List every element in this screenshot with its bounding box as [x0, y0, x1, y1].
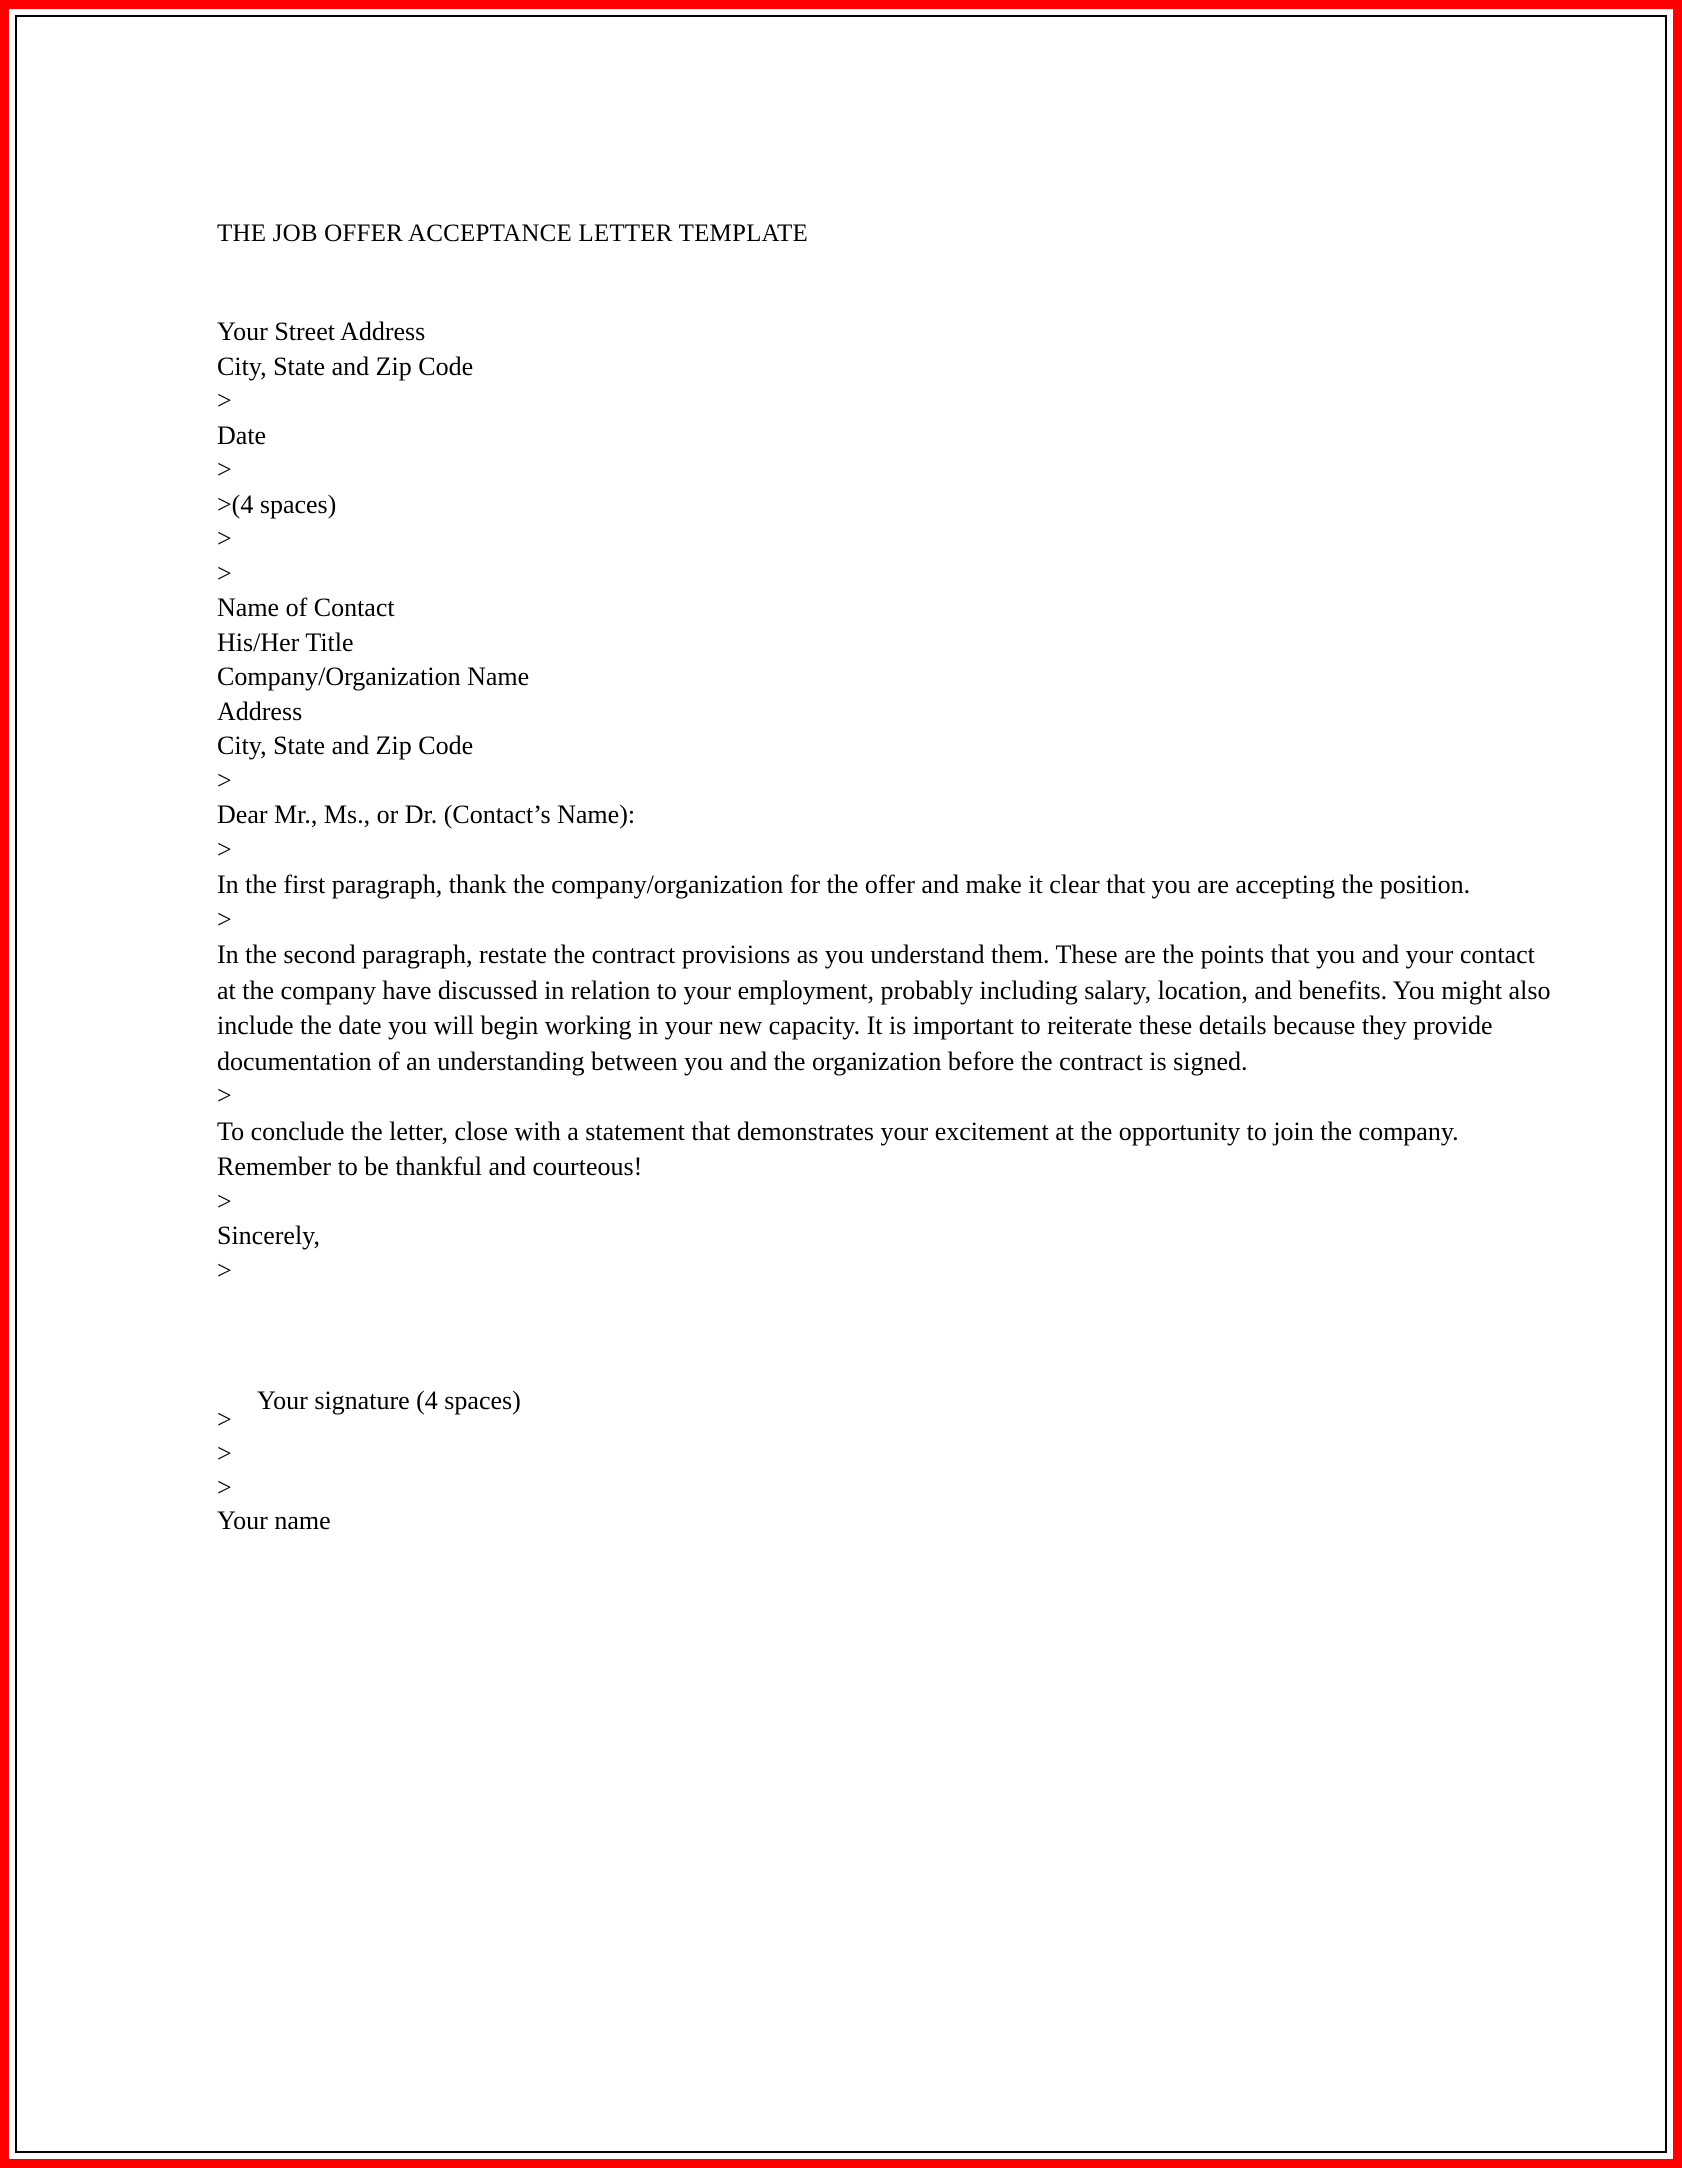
marker-line: > [217, 834, 232, 864]
sender-street-address: Your Street Address [217, 317, 426, 346]
marker-line: > [217, 765, 232, 795]
marker-line: > [217, 1255, 232, 1285]
sender-city-state-zip: City, State and Zip Code [217, 351, 474, 381]
recipient-company: Company/Organization Name [217, 662, 530, 691]
marker-line: > [217, 386, 232, 415]
date-label: Date [217, 420, 267, 450]
signature-block [217, 1384, 1565, 1504]
salutation: Dear Mr., Ms., or Dr. (Contact’s Name): [217, 800, 636, 829]
marker-line: > [217, 1473, 232, 1502]
recipient-title: His/Her Title [217, 627, 354, 657]
marker-line: > [217, 524, 232, 553]
closing: Sincerely, [217, 1221, 320, 1250]
marker-line: > [217, 1405, 232, 1434]
spaces-note: >(4 spaces) [217, 489, 337, 519]
body-paragraph-1: In the first paragraph, thank the company/organization for the offer and make it clear that you are accepting the position. [217, 870, 1471, 899]
recipient-name: Name of Contact [217, 593, 395, 622]
signer-name: Your name [217, 1506, 331, 1535]
document-page [15, 15, 1667, 2153]
marker-line: > [217, 1081, 232, 1110]
marker-line: > [217, 1186, 232, 1216]
marker-line: > [217, 904, 232, 934]
letter-content [217, 217, 1565, 1564]
body-paragraph-3: To conclude the letter, close with a statement that demonstrates your excitement at the opportunity to join the company. Remember to be thankful and courteous! [217, 1116, 1459, 1181]
recipient-city-state-zip: City, State and Zip Code [217, 731, 474, 760]
signature-note: Your signature (4 spaces) [257, 1386, 521, 1415]
marker-line: > [217, 1439, 232, 1468]
marker-line: > [217, 455, 232, 484]
marker-line: > [217, 558, 232, 588]
recipient-address: Address [217, 696, 303, 726]
body-paragraph-2: In the second paragraph, restate the contract provisions as you understand them. These are the points that you and your contact at the company have discussed in relation to your employment, probably including salary, location, and benefits. You might also include the date you will begin working in your new capacity. It is important to reiterate these details because they provide documentation of an understanding between you and the organization before the contract is signed. [217, 940, 1551, 1076]
page-title: THE JOB OFFER ACCEPTANCE LETTER TEMPLATE [217, 220, 808, 247]
